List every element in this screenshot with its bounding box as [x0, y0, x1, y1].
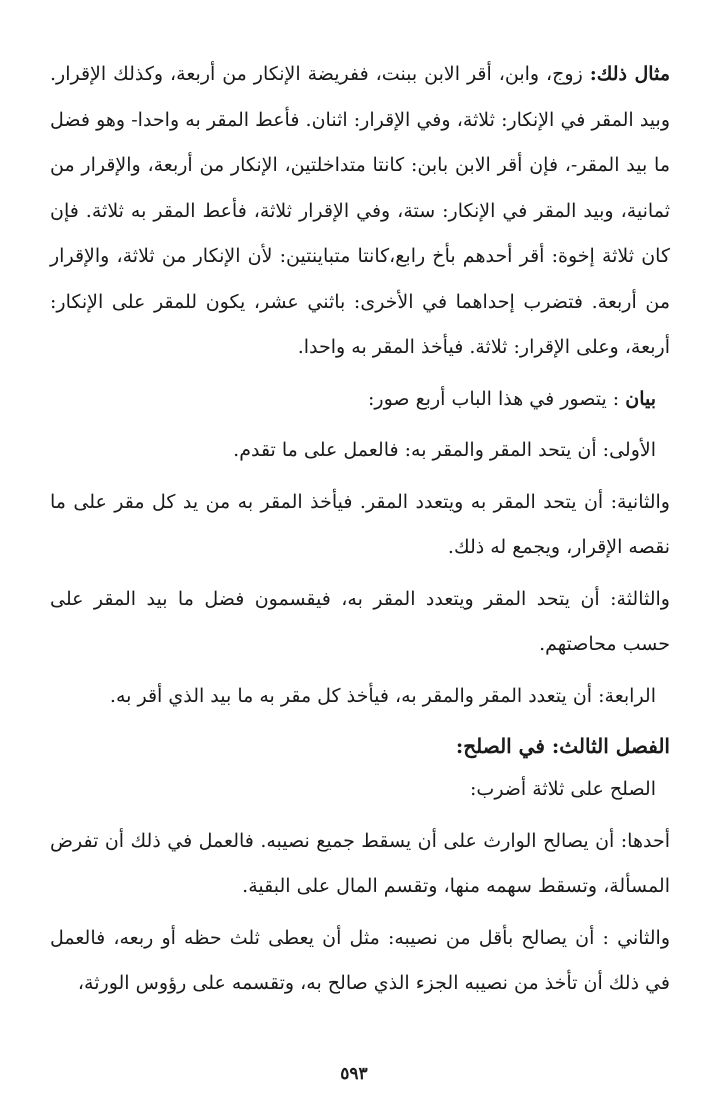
section-title: الفصل الثالث: في الصلح: [455, 734, 670, 758]
bayan-lead: بيان [625, 387, 656, 410]
case-third: والثالثة: أن يتحد المقر ويتعدد المقر به، فيقسمون فضل ما بيد المقر على حسب محاصتهم. [50, 587, 670, 655]
bayan-paragraph [50, 377, 670, 423]
example-lead: مثال ذلك: [589, 63, 670, 85]
case-first: الأولى: أن يتحد المقر والمقر به: فالعمل على ما تقدم. [233, 439, 656, 461]
page-number: ٥٩٣ [340, 1064, 368, 1084]
section-intro: الصلح على ثلاثة أضرب: [470, 778, 656, 800]
case-fourth: الرابعة: أن يتعدد المقر والمقر به، فيأخذ كل مقر به ما بيد الذي أقر به. [109, 684, 656, 707]
section-first: أحدها: أن يصالح الوارث على أن يسقط جميع نصيبه. فالعمل في ذلك أن تفرض المسألة، وتسقط سهمه منها، وتقسم المال على البقية. [50, 829, 670, 897]
case-second: والثانية: أن يتحد المقر به ويتعدد المقر. فيأخذ المقر به من يد كل مقر على ما نقصه الإقرار، ويجمع له ذلك. [50, 490, 670, 558]
bayan-text: : يتصور في هذا الباب أربع صور: [368, 387, 620, 410]
section-second: والثاني : أن يصالح بأقل من نصيبه: مثل أن يعطى ثلث حظه أو ربعه، فالعمل في ذلك أن تأخذ من نصيبه الجزء الذي صالح به، وتقسمه على رؤوس الورثة، [50, 926, 670, 994]
example-text: زوج، وابن، أقر الابن ببنت، ففريضة الإنكار من أربعة، وكذلك الإقرار. وبيد المقر في الإنكار: ثلاثة، وفي الإقرار: اثنان. فأعط المقر به واحدا- وهو فضل ما بيد المقر-، فإن أقر الابن بابن: كانتا متداخلتين، الإنكار من أربعة، والإقرار من ثمانية، وبيد المقر في الإنكار: ستة، وفي الإقرار ثلاثة، فأعط المقر به ثلاثة. فإن كان ثلاثة إخوة: أقر أحدهم بأخ رابع،كانتا متباينتين: لأن الإنكار من ثلاثة، والإقرار من أربعة. فتضرب إحداهما في الأخرى: باثني عشر، يكون للمقر على الإنكار: أربعة، وعلى الإقرار: ثلاثة. فيأخذ المقر به واحدا. [50, 63, 670, 358]
example-paragraph [50, 52, 670, 371]
